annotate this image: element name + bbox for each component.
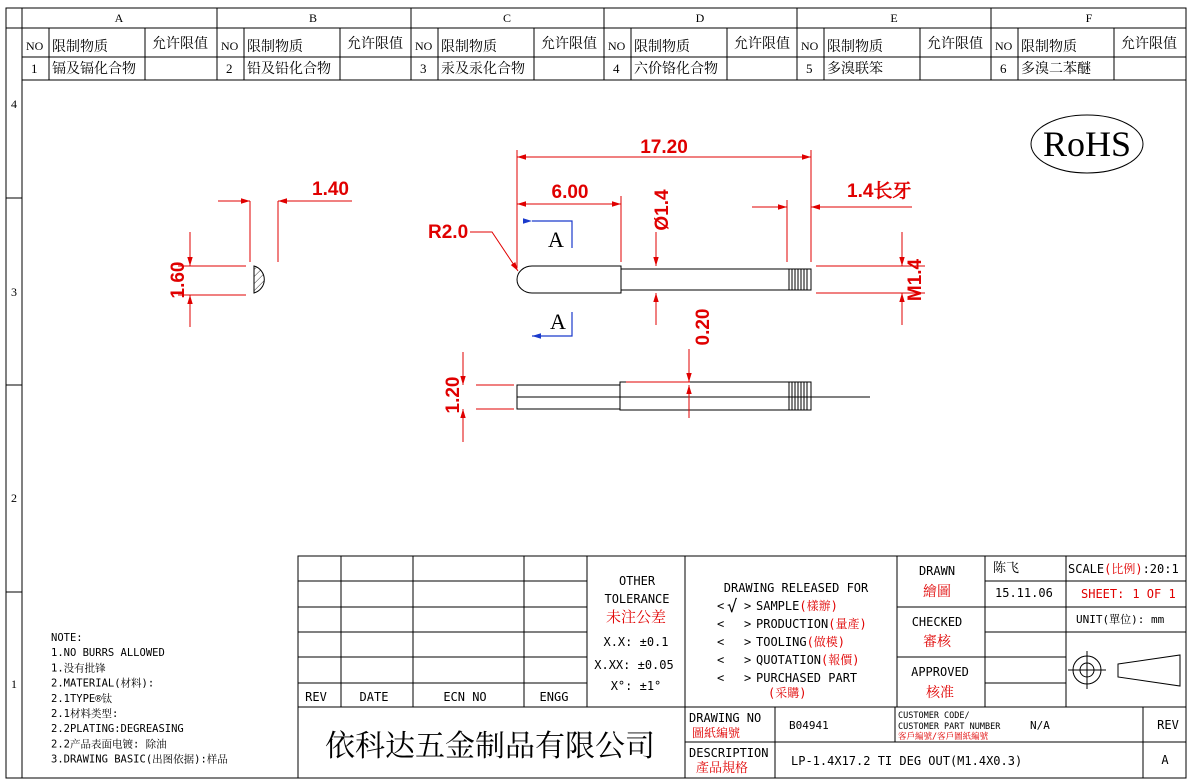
substance-name-header: 限制物质 xyxy=(441,40,497,55)
zone-row-4: 4 xyxy=(11,97,17,111)
section-label-a-bottom: A xyxy=(550,309,566,334)
pin-side-view xyxy=(463,349,870,442)
release-bracket-open: < xyxy=(717,635,725,649)
substance-limit-header: 允许限值 xyxy=(347,37,403,52)
release-bracket-close: > xyxy=(744,653,752,667)
release-bracket-open: < xyxy=(717,599,725,613)
customer-code-label-cn: 客戶編號/客戶圖紙編號 xyxy=(898,732,989,742)
drawing-no-value: B04941 xyxy=(789,719,829,732)
substance-no: 6 xyxy=(1000,61,1007,76)
substance-name: 多溴联笨 xyxy=(827,62,883,77)
engg-col-header: ENGG xyxy=(539,690,569,704)
zone-row-1: 1 xyxy=(11,677,17,691)
section-view xyxy=(178,201,352,327)
substance-no: 1 xyxy=(31,61,38,76)
zone-row-2: 2 xyxy=(11,491,17,505)
substance-name: 多溴二苯醚 xyxy=(1021,62,1091,77)
substance-name-header: 限制物质 xyxy=(52,40,108,55)
drawn-label: DRAWN xyxy=(918,564,956,578)
customer-code-value: N/A xyxy=(1030,719,1050,732)
dim-1-60: 1.60 xyxy=(168,261,189,299)
release-bracket-open: < xyxy=(717,671,725,685)
release-bracket-close: > xyxy=(744,671,752,685)
zone-col-e: E xyxy=(890,11,898,25)
substance-no-header: NO xyxy=(608,39,626,53)
substance-no: 4 xyxy=(613,61,620,76)
release-option: PURCHASED PART (采購) xyxy=(756,671,858,700)
unit-field: UNIT(單位): mm xyxy=(1076,613,1165,626)
note-line: 2.1材料类型: xyxy=(51,708,119,720)
release-bracket-open: < xyxy=(717,653,725,667)
release-list xyxy=(717,597,867,700)
release-bracket-open: < xyxy=(717,617,725,631)
note-line: 2.2PLATING:DEGREASING xyxy=(51,723,184,736)
dim-radius-2-0: R2.0 xyxy=(428,222,469,243)
revision-value: A xyxy=(1161,753,1169,767)
tolerance-xxx: X.XX: ±0.05 xyxy=(594,658,674,672)
dim-1-20: 1.20 xyxy=(443,376,464,414)
sample-check-icon: √ xyxy=(727,597,738,617)
substance-limit-header: 允许限值 xyxy=(734,37,790,52)
scale-field: SCALE(比例):20:1 xyxy=(1068,562,1179,576)
substance-limit-header: 允许限值 xyxy=(1121,37,1177,52)
substance-no-header: NO xyxy=(415,39,433,53)
zone-col-b: B xyxy=(308,11,318,25)
drawn-by: 陈飞 xyxy=(993,561,1020,576)
note-line: 2.1TYPE®钛 xyxy=(51,692,113,705)
zone-col-c: C xyxy=(502,11,512,25)
substance-no-header: NO xyxy=(221,39,239,53)
substance-name-header: 限制物质 xyxy=(827,40,883,55)
substance-no-header: NO xyxy=(995,39,1013,53)
drawing-no-label-cn: 圖紙編號 xyxy=(692,726,741,740)
zone-col-a: A xyxy=(114,11,124,25)
substance-limit-header: 允许限值 xyxy=(541,37,597,52)
description-label-cn: 產品規格 xyxy=(696,761,749,776)
company-name: 依科达五金制品有限公司 xyxy=(325,730,655,763)
drawing-no-label: DRAWING NO xyxy=(689,711,762,725)
rev-col-header: REV xyxy=(305,690,327,704)
description-value: LP-1.4X17.2 TI DEG OUT(M1.4X0.3) xyxy=(791,754,1023,768)
substance-no-header: NO xyxy=(801,39,819,53)
substance-no-header: NO xyxy=(26,39,44,53)
drawn-label-cn: 繪圖 xyxy=(923,584,951,600)
tolerance-title-cn: 未注公差 xyxy=(605,608,667,626)
section-label-a-top: A xyxy=(548,227,564,252)
zone-col-d: D xyxy=(695,11,705,25)
note-line: 1.NO BURRS ALLOWED xyxy=(51,647,165,660)
tolerance-xx: X.X: ±0.1 xyxy=(603,635,669,649)
description-label: DESCRIPTION xyxy=(689,746,769,760)
substance-no: 3 xyxy=(420,61,427,76)
note-line: 1.没有批锋 xyxy=(51,662,106,675)
dim-0-20: 0.20 xyxy=(693,308,714,346)
approved-label: APPROVED xyxy=(911,665,969,679)
substance-name: 六价铬化合物 xyxy=(634,62,718,77)
drawn-date: 15.11.06 xyxy=(995,586,1053,600)
release-bracket-close: > xyxy=(744,599,752,613)
customer-code-label-2: CUSTOMER PART NUMBER xyxy=(898,722,1001,732)
substance-no: 2 xyxy=(226,61,233,76)
rohs-text: RoHS xyxy=(1042,124,1132,164)
release-bracket-close: > xyxy=(744,635,752,649)
note-line: NOTE: xyxy=(51,632,83,644)
tolerance-title-1: OTHER xyxy=(618,574,656,588)
substance-limit-header: 允许限值 xyxy=(927,37,983,52)
release-bracket-close: > xyxy=(744,617,752,631)
checked-label: CHECKED xyxy=(911,615,963,629)
substance-name: 镉及镉化合物 xyxy=(52,62,136,77)
pin-main-view xyxy=(470,150,925,336)
dim-thread-length: 1.4长牙 xyxy=(847,181,912,202)
sheet-field: SHEET: 1 OF 1 xyxy=(1081,587,1176,601)
note-line: 3.DRAWING BASIC(出图依据):样品 xyxy=(51,753,228,766)
release-title: DRAWING RELEASED FOR xyxy=(723,581,869,595)
zone-row-3: 3 xyxy=(11,285,17,299)
release-option: QUOTATION(報價) xyxy=(756,653,860,667)
substance-no: 5 xyxy=(806,61,813,76)
zone-col-f: F xyxy=(1085,11,1093,25)
ecn-col-header: ECN NO xyxy=(443,690,487,704)
note-line: 2.2产品表面电镀: 除油 xyxy=(51,738,167,751)
customer-code-label-1: CUSTOMER CODE/ xyxy=(898,711,970,721)
substance-name-header: 限制物质 xyxy=(634,40,690,55)
release-option: SAMPLE(樣辦) xyxy=(756,599,838,613)
dim-17-20: 17.20 xyxy=(640,137,688,158)
notes-block xyxy=(51,632,228,766)
approved-label-cn: 核准 xyxy=(926,685,954,701)
release-option: TOOLING(做模) xyxy=(756,635,846,649)
dim-1-40: 1.40 xyxy=(312,179,349,200)
substance-name-header: 限制物质 xyxy=(247,40,303,55)
dim-m1-4: M1.4 xyxy=(905,258,926,302)
revision-label: REV xyxy=(1157,718,1179,732)
substance-name: 汞及汞化合物 xyxy=(441,62,525,77)
date-col-header: DATE xyxy=(359,690,389,704)
dim-6-00: 6.00 xyxy=(551,182,589,203)
checked-label-cn: 審核 xyxy=(923,634,951,650)
substance-name: 铅及铅化合物 xyxy=(247,62,331,77)
row-dividers xyxy=(6,198,22,592)
tolerance-title-2: TOLERANCE xyxy=(604,592,670,606)
substance-limit-header: 允许限值 xyxy=(152,37,208,52)
note-line: 2.MATERIAL(材料): xyxy=(51,677,155,690)
tolerance-degree: X°: ±1° xyxy=(610,679,662,693)
release-option: PRODUCTION(量產) xyxy=(756,617,867,631)
dim-diameter-1-4: Ø1.4 xyxy=(652,189,673,231)
substance-name-header: 限制物质 xyxy=(1021,40,1077,55)
